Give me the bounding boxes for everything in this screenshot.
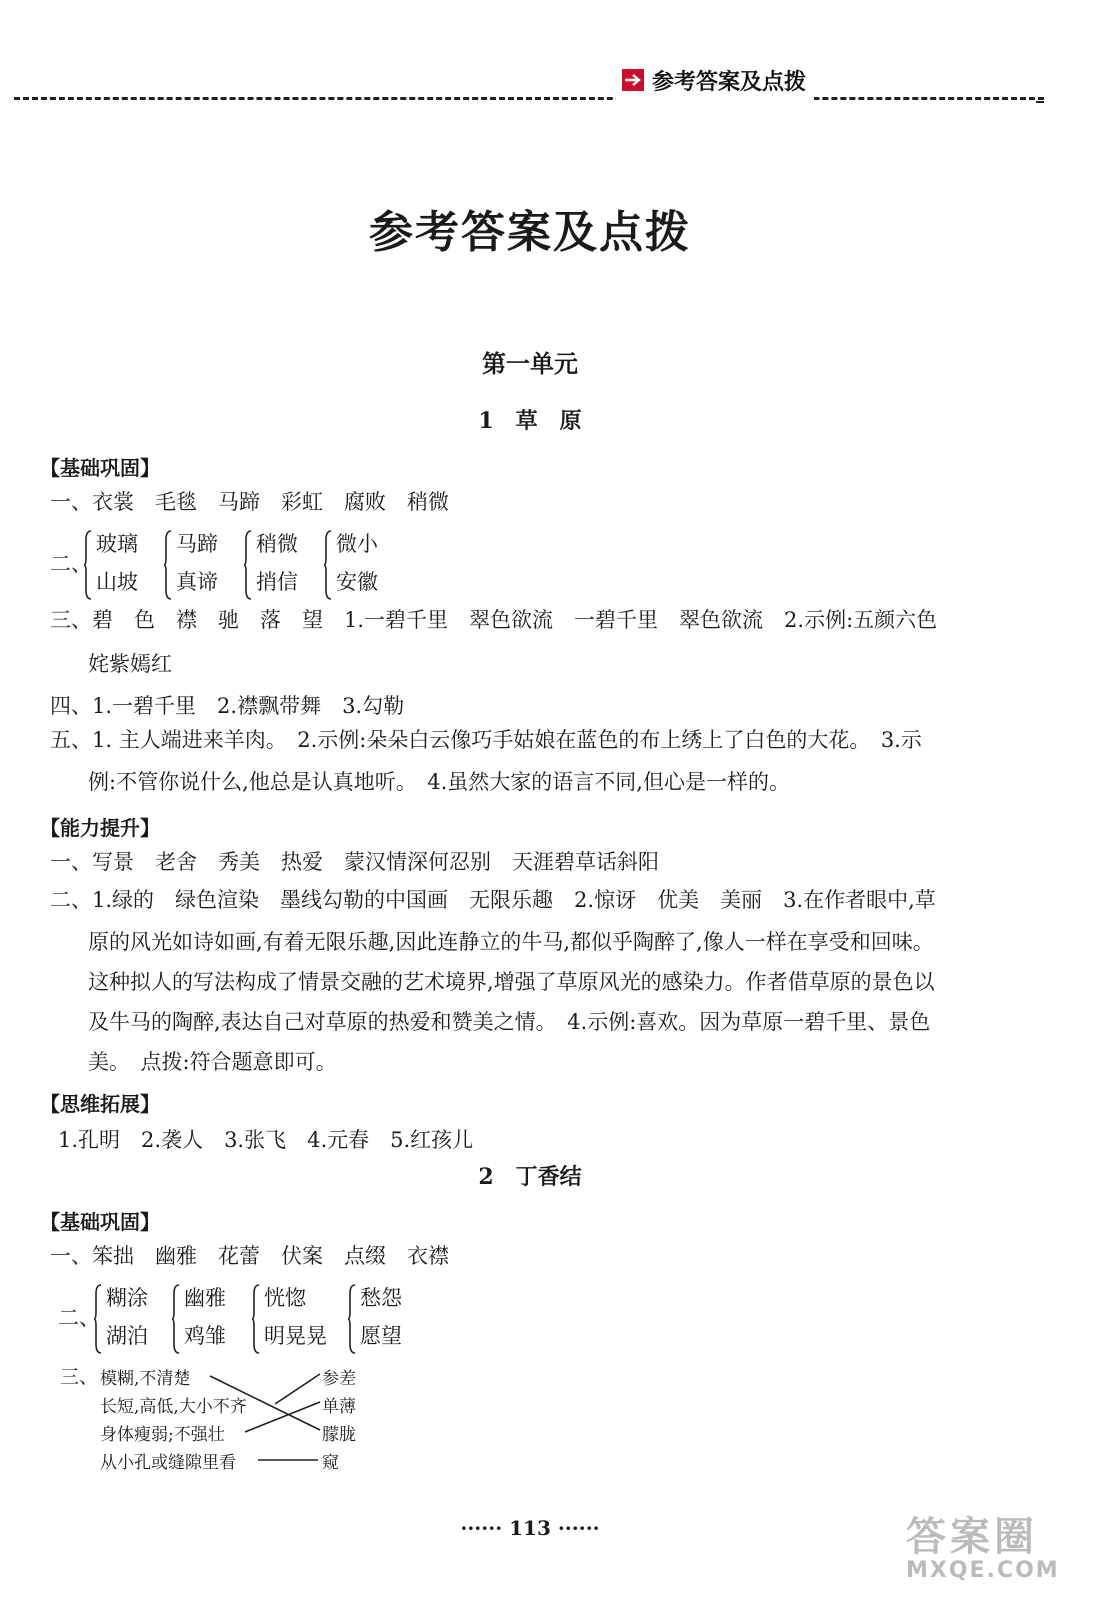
brace-word: 山坡 bbox=[96, 570, 138, 594]
brace-word: 捎信 bbox=[256, 570, 298, 594]
answer-line: 一、笨拙 幽雅 花蕾 伏案 点缀 衣襟 bbox=[50, 1244, 449, 1268]
brace-word: 微小 bbox=[336, 532, 378, 556]
arrow-right-icon bbox=[622, 69, 644, 91]
answer-line: 二、1.绿的 绿色渲染 墨线勾勒的中国画 无限乐趣 2.惊讶 优美 美丽 3.在作者眼中,草 bbox=[50, 888, 936, 912]
brace-icon bbox=[244, 530, 252, 600]
page-header bbox=[0, 60, 1094, 110]
brace-word: 幽雅 bbox=[184, 1286, 226, 1310]
brace-question bbox=[58, 1282, 478, 1362]
brace-word: 湖泊 bbox=[106, 1324, 148, 1348]
brace-word: 恍惚 bbox=[264, 1286, 306, 1310]
answer-line: 及牛马的陶醉,表达自己对草原的热爱和赞美之情。 4.示例:喜欢。因为草原一碧千里、景色 bbox=[88, 1010, 931, 1034]
header-text: 参考答案及点拨 bbox=[652, 69, 807, 95]
question-number: 三、 bbox=[60, 1366, 99, 1388]
answer-line: 这种拟人的写法构成了情景交融的艺术境界,增强了草原风光的感染力。作者借草原的景色以 bbox=[88, 970, 935, 994]
answer-line: 一、写景 老舍 秀美 热爱 蒙汉情深何忍别 天涯碧草话斜阳 bbox=[50, 850, 659, 874]
brace-word: 马蹄 bbox=[176, 532, 218, 556]
page-number-dots: ······ bbox=[460, 1516, 510, 1540]
match-right-item: 窥 bbox=[322, 1453, 339, 1473]
brace-word: 愿望 bbox=[360, 1324, 402, 1348]
answer-line: 姹紫嫣红 bbox=[88, 652, 172, 676]
section-heading-basic: 【基础巩固】 bbox=[40, 1210, 160, 1234]
match-left-item: 身体瘦弱;不强壮 bbox=[100, 1425, 225, 1445]
match-left-item: 长短,高低,大小不齐 bbox=[100, 1397, 247, 1417]
answer-line: 四、1.一碧千里 2.襟飘带舞 3.勾勒 bbox=[50, 694, 405, 718]
brace-icon bbox=[94, 1284, 102, 1354]
brace-icon bbox=[172, 1284, 180, 1354]
brace-question bbox=[50, 528, 470, 608]
brace-word: 愁怨 bbox=[360, 1286, 402, 1310]
answer-line: 例:不管你说什么,他总是认真地听。 4.虽然大家的语言不同,但心是一样的。 bbox=[88, 770, 790, 794]
match-left-item: 模糊,不清楚 bbox=[100, 1369, 191, 1389]
header-rule-end bbox=[1036, 96, 1044, 103]
brace-word: 稍微 bbox=[256, 532, 298, 556]
brace-icon bbox=[164, 530, 172, 600]
answer-line: 五、1. 主人端进来羊肉。 2.示例:朵朵白云像巧手姑娘在蓝色的布上绣上了白色的大花。 3.示 bbox=[50, 728, 922, 752]
answer-line: 1.孔明 2.袭人 3.张飞 4.元春 5.红孩儿 bbox=[58, 1128, 474, 1152]
page-number-value: 113 bbox=[509, 1516, 551, 1540]
question-number: 二、 bbox=[50, 552, 92, 576]
brace-word: 真谛 bbox=[176, 570, 218, 594]
watermark-url: MXQE.COM bbox=[906, 1558, 1060, 1583]
brace-word: 鸡雏 bbox=[184, 1324, 226, 1348]
answer-line: 美。 点拨:符合题意即可。 bbox=[88, 1050, 337, 1074]
brace-word: 糊涂 bbox=[106, 1286, 148, 1310]
section-heading-thinking: 【思维拓展】 bbox=[40, 1092, 160, 1116]
unit-title: 第一单元 bbox=[482, 349, 578, 378]
section-heading-basic: 【基础巩固】 bbox=[40, 456, 160, 480]
match-right-item: 单薄 bbox=[322, 1397, 356, 1417]
brace-word: 玻璃 bbox=[96, 532, 138, 556]
answer-line: 一、衣裳 毛毯 马蹄 彩虹 腐败 稍微 bbox=[50, 490, 449, 514]
lesson-title: 2 丁香结 bbox=[478, 1164, 582, 1190]
brace-word: 安徽 bbox=[336, 570, 378, 594]
brace-icon bbox=[348, 1284, 356, 1354]
brace-word: 明晃晃 bbox=[264, 1324, 327, 1348]
watermark-logo bbox=[906, 1516, 1076, 1586]
match-right-item: 参差 bbox=[322, 1369, 356, 1389]
match-left-item: 从小孔或缝隙里看 bbox=[100, 1453, 236, 1473]
lesson-title: 1 草 原 bbox=[478, 408, 582, 434]
brace-icon bbox=[252, 1284, 260, 1354]
watermark-text: 答案圈 bbox=[906, 1514, 1038, 1560]
header-dashed-rule bbox=[14, 97, 1044, 100]
answer-line: 三、碧 色 襟 驰 落 望 1.一碧千里 翠色欲流 一碧千里 翠色欲流 2.示例:五颜六色 bbox=[50, 608, 938, 632]
question-number: 二、 bbox=[58, 1306, 100, 1330]
matching-lines bbox=[60, 1360, 380, 1480]
match-right-item: 朦胧 bbox=[322, 1425, 356, 1445]
answer-line: 原的风光如诗如画,有着无限乐趣,因此连静立的牛马,都似乎陶醉了,像人一样在享受和回味。 bbox=[88, 930, 934, 954]
header-label bbox=[616, 60, 814, 100]
section-heading-ability: 【能力提升】 bbox=[40, 816, 160, 840]
page-number bbox=[0, 1516, 1060, 1540]
brace-icon bbox=[84, 530, 92, 600]
page-number-dots: ······ bbox=[550, 1516, 600, 1540]
matching-question bbox=[60, 1360, 380, 1480]
brace-icon bbox=[324, 530, 332, 600]
page-title: 参考答案及点拨 bbox=[369, 207, 691, 258]
